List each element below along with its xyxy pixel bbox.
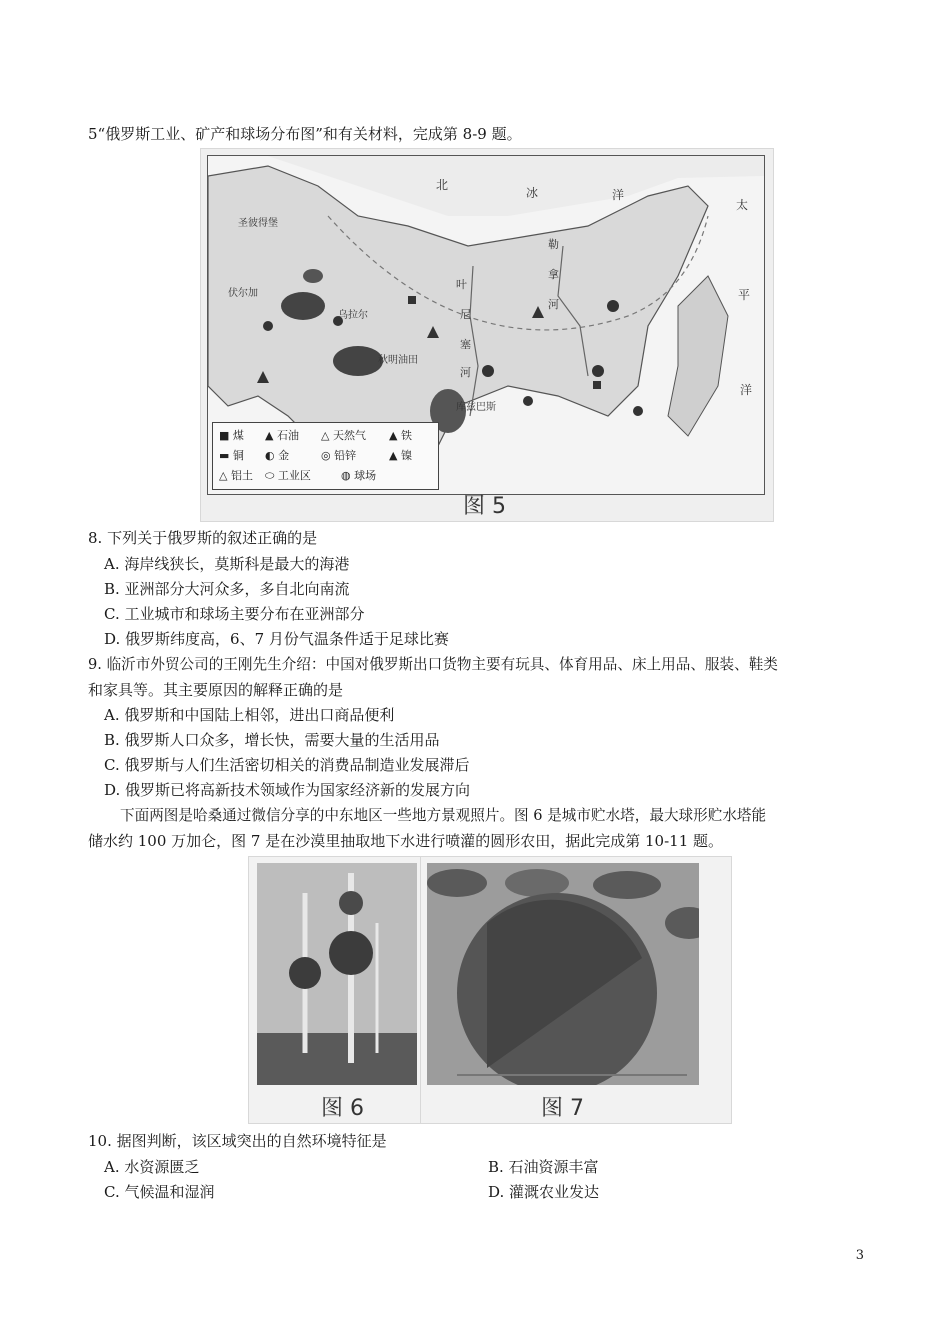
oil-icon: ▲	[265, 429, 274, 442]
copper-icon: ▬	[219, 449, 230, 462]
map-label-yenisei-1: 叶	[456, 278, 467, 291]
material-line1: 下面两图是哈桑通过微信分享的中东地区一些地方景观照片。图 6 是城市贮水塔，最大球形贮水塔能	[120, 807, 767, 824]
map-label-pacific-2: 平	[738, 288, 751, 302]
map-label-yenisei-3: 塞	[460, 338, 471, 351]
map-label-ural: 乌拉尔	[338, 310, 368, 321]
map-label-lena-1: 勒	[548, 238, 559, 251]
resource-symbol	[263, 321, 273, 331]
q10-stem: 10. 据图判断，该区域突出的自然环境特征是	[88, 1132, 387, 1150]
legend-gas: 天然气	[332, 429, 366, 442]
map-label-tyumen-oilfield: 秋明油田	[378, 355, 418, 366]
legend-copper: 铜	[232, 449, 244, 462]
figure5-caption: 图 5	[463, 494, 506, 519]
water-tower-figure	[248, 856, 422, 1124]
resource-symbol	[633, 406, 643, 416]
resource-symbol	[482, 365, 494, 377]
stadium-icon: ◍	[341, 469, 351, 482]
q8-option-a: A. 海岸线狭长，莫斯科是最大的海港	[104, 555, 350, 573]
resource-symbol	[593, 381, 601, 389]
nickel-icon: ▲	[389, 449, 398, 462]
q10-option-b: B. 石油资源丰富	[488, 1158, 599, 1176]
q10-option-c: C. 气候温和湿润	[104, 1183, 215, 1201]
map-label-arctic-ocean-3: 洋	[612, 188, 625, 202]
russia-map	[207, 155, 765, 495]
legend-iron: 铁	[400, 429, 412, 442]
resource-symbol	[408, 296, 416, 304]
iron-icon: ▲	[389, 429, 398, 442]
figure6-caption: 图 6	[321, 1096, 364, 1121]
legend-nickel: 镍	[400, 449, 412, 462]
q8-option-c: C. 工业城市和球场主要分布在亚洲部分	[104, 605, 365, 623]
legend-oil: 石油	[276, 429, 299, 442]
coal-icon: ■	[219, 429, 230, 442]
legend-coal: 煤	[232, 429, 244, 442]
kamchatka-land	[668, 276, 728, 436]
map-label-arctic-ocean-2: 冰	[526, 186, 539, 200]
circular-farmland-photo	[427, 863, 699, 1085]
map-legend	[212, 422, 439, 490]
legend-stadium: 球场	[354, 469, 377, 482]
gas-icon: △	[321, 429, 330, 442]
q9-option-a: A. 俄罗斯和中国陆上相邻，进出口商品便利	[104, 706, 395, 724]
lead-zinc-icon: ◎	[321, 449, 331, 462]
resource-symbol	[523, 396, 533, 406]
map-label-yenisei-2: 尼	[460, 308, 471, 321]
q8-stem: 8. 下列关于俄罗斯的叙述正确的是	[88, 529, 318, 547]
q9-option-c: C. 俄罗斯与人们生活密切相关的消费品制造业发展滞后	[104, 756, 470, 774]
page-number: 3	[855, 1248, 864, 1263]
q10-option-d: D. 灌溉农业发达	[488, 1183, 600, 1201]
industrial-zone-stpetersburg	[303, 269, 323, 283]
legend-lead-zinc: 铅锌	[334, 449, 357, 462]
map-label-pacific-3: 洋	[740, 383, 753, 397]
map-label-volga: 伏尔加	[228, 288, 258, 299]
bauxite-icon: △	[219, 469, 228, 482]
legend-gold: 金	[278, 449, 290, 462]
q8-option-d: D. 俄罗斯纬度高，6、7 月份气温条件适于足球比赛	[104, 630, 449, 648]
q9-option-b: B. 俄罗斯人口众多，增长快，需要大量的生活用品	[104, 731, 440, 749]
resource-symbol	[607, 300, 619, 312]
resource-symbol	[592, 365, 604, 377]
map-label-yenisei-4: 河	[460, 366, 471, 379]
map-label-pacific-1: 太	[736, 198, 749, 212]
industrial-zone-icon: ⬭	[265, 469, 275, 482]
q9-stem-line1: 9. 临沂市外贸公司的王刚先生介绍：中国对俄罗斯出口货物主要有玩具、体育用品、床上用品、服装、鞋类	[88, 656, 778, 673]
question-intro: 5“俄罗斯工业、矿产和球场分布图”和有关材料，完成第 8-9 题。	[88, 125, 522, 143]
map-label-lena-2: 拿	[548, 268, 559, 281]
circular-farmland-figure	[420, 856, 732, 1124]
q9-option-d: D. 俄罗斯已将高新技术领域作为国家经济新的发展方向	[104, 781, 471, 799]
legend-bauxite: 铝土	[230, 469, 253, 482]
material-line2: 储水约 100 万加仑，图 7 是在沙漠里抽取地下水进行喷灌的圆形农田，据此完成第 10-11 题。	[88, 832, 724, 850]
industrial-zone-moscow	[281, 292, 325, 320]
map-label-kuzbass: 库兹巴斯	[456, 402, 496, 413]
q9-stem-line2: 和家具等。其主要原因的解释正确的是	[88, 681, 344, 699]
figure7-caption: 图 7	[541, 1096, 584, 1121]
russia-map-figure	[200, 148, 774, 522]
water-tower-photo	[257, 863, 417, 1085]
map-label-st-petersburg: 圣彼得堡	[238, 218, 278, 229]
gold-icon: ◐	[265, 449, 275, 462]
legend-industrial-zone: 工业区	[277, 469, 311, 482]
industrial-zone-volga	[333, 346, 383, 376]
q10-option-a: A. 水资源匮乏	[104, 1158, 200, 1176]
map-label-arctic-ocean-1: 北	[436, 178, 449, 192]
q8-option-b: B. 亚洲部分大河众多，多自北向南流	[104, 580, 350, 598]
map-label-lena-3: 河	[548, 298, 559, 311]
